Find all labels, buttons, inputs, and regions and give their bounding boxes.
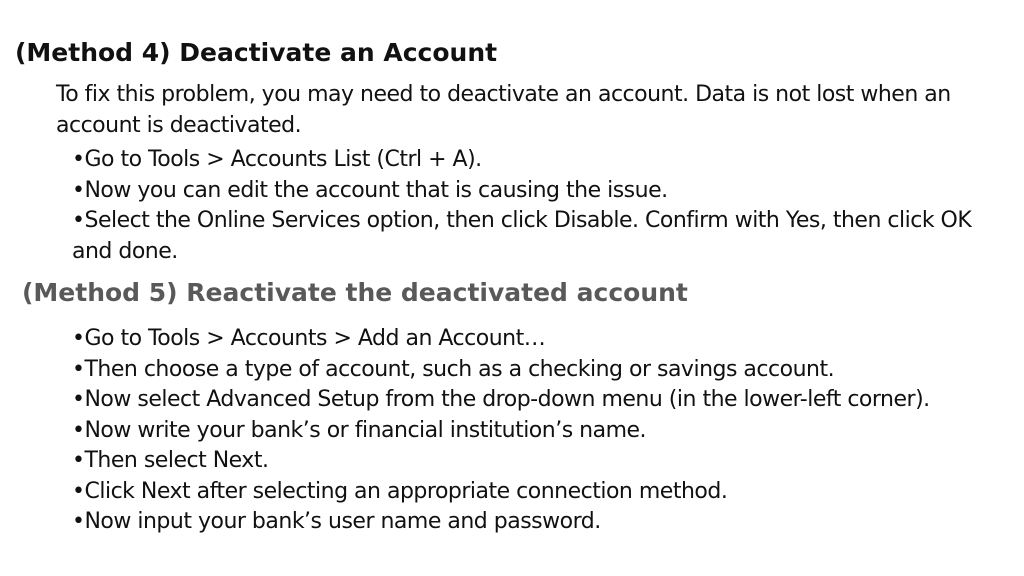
list-item: •Now input your bank’s user name and password.	[72, 509, 601, 534]
method5-steps	[72, 324, 932, 538]
list-item: •Select the Online Services option, then click Disable. Confirm with Yes, then click OK and done.	[72, 208, 972, 264]
list-item: •Now write your bank’s or financial institution’s name.	[72, 417, 647, 443]
list-item: •Now select Advanced Setup from the drop-down menu (in the lower-left corner).	[72, 387, 930, 412]
list-item: •Go to Tools > Accounts > Add an Account…	[72, 326, 546, 351]
method5-heading: (Method 5) Reactivate the deactivated account	[22, 278, 688, 307]
list-item: •Then select Next.	[72, 448, 269, 473]
method4-heading: (Method 4) Deactivate an Account	[15, 38, 498, 67]
method4-intro: To fix this problem, you may need to deactivate an account. Data is not lost when an account is deactivated.	[56, 82, 951, 138]
list-item: •Go to Tools > Accounts List (Ctrl + A).	[72, 147, 482, 172]
list-item: •Now you can edit the account that is causing the issue.	[72, 177, 668, 203]
method4-steps	[72, 145, 1017, 267]
list-item: •Click Next after selecting an appropriate connection method.	[72, 478, 728, 504]
list-item: •Then choose a type of account, such as a checking or savings account.	[72, 356, 835, 382]
